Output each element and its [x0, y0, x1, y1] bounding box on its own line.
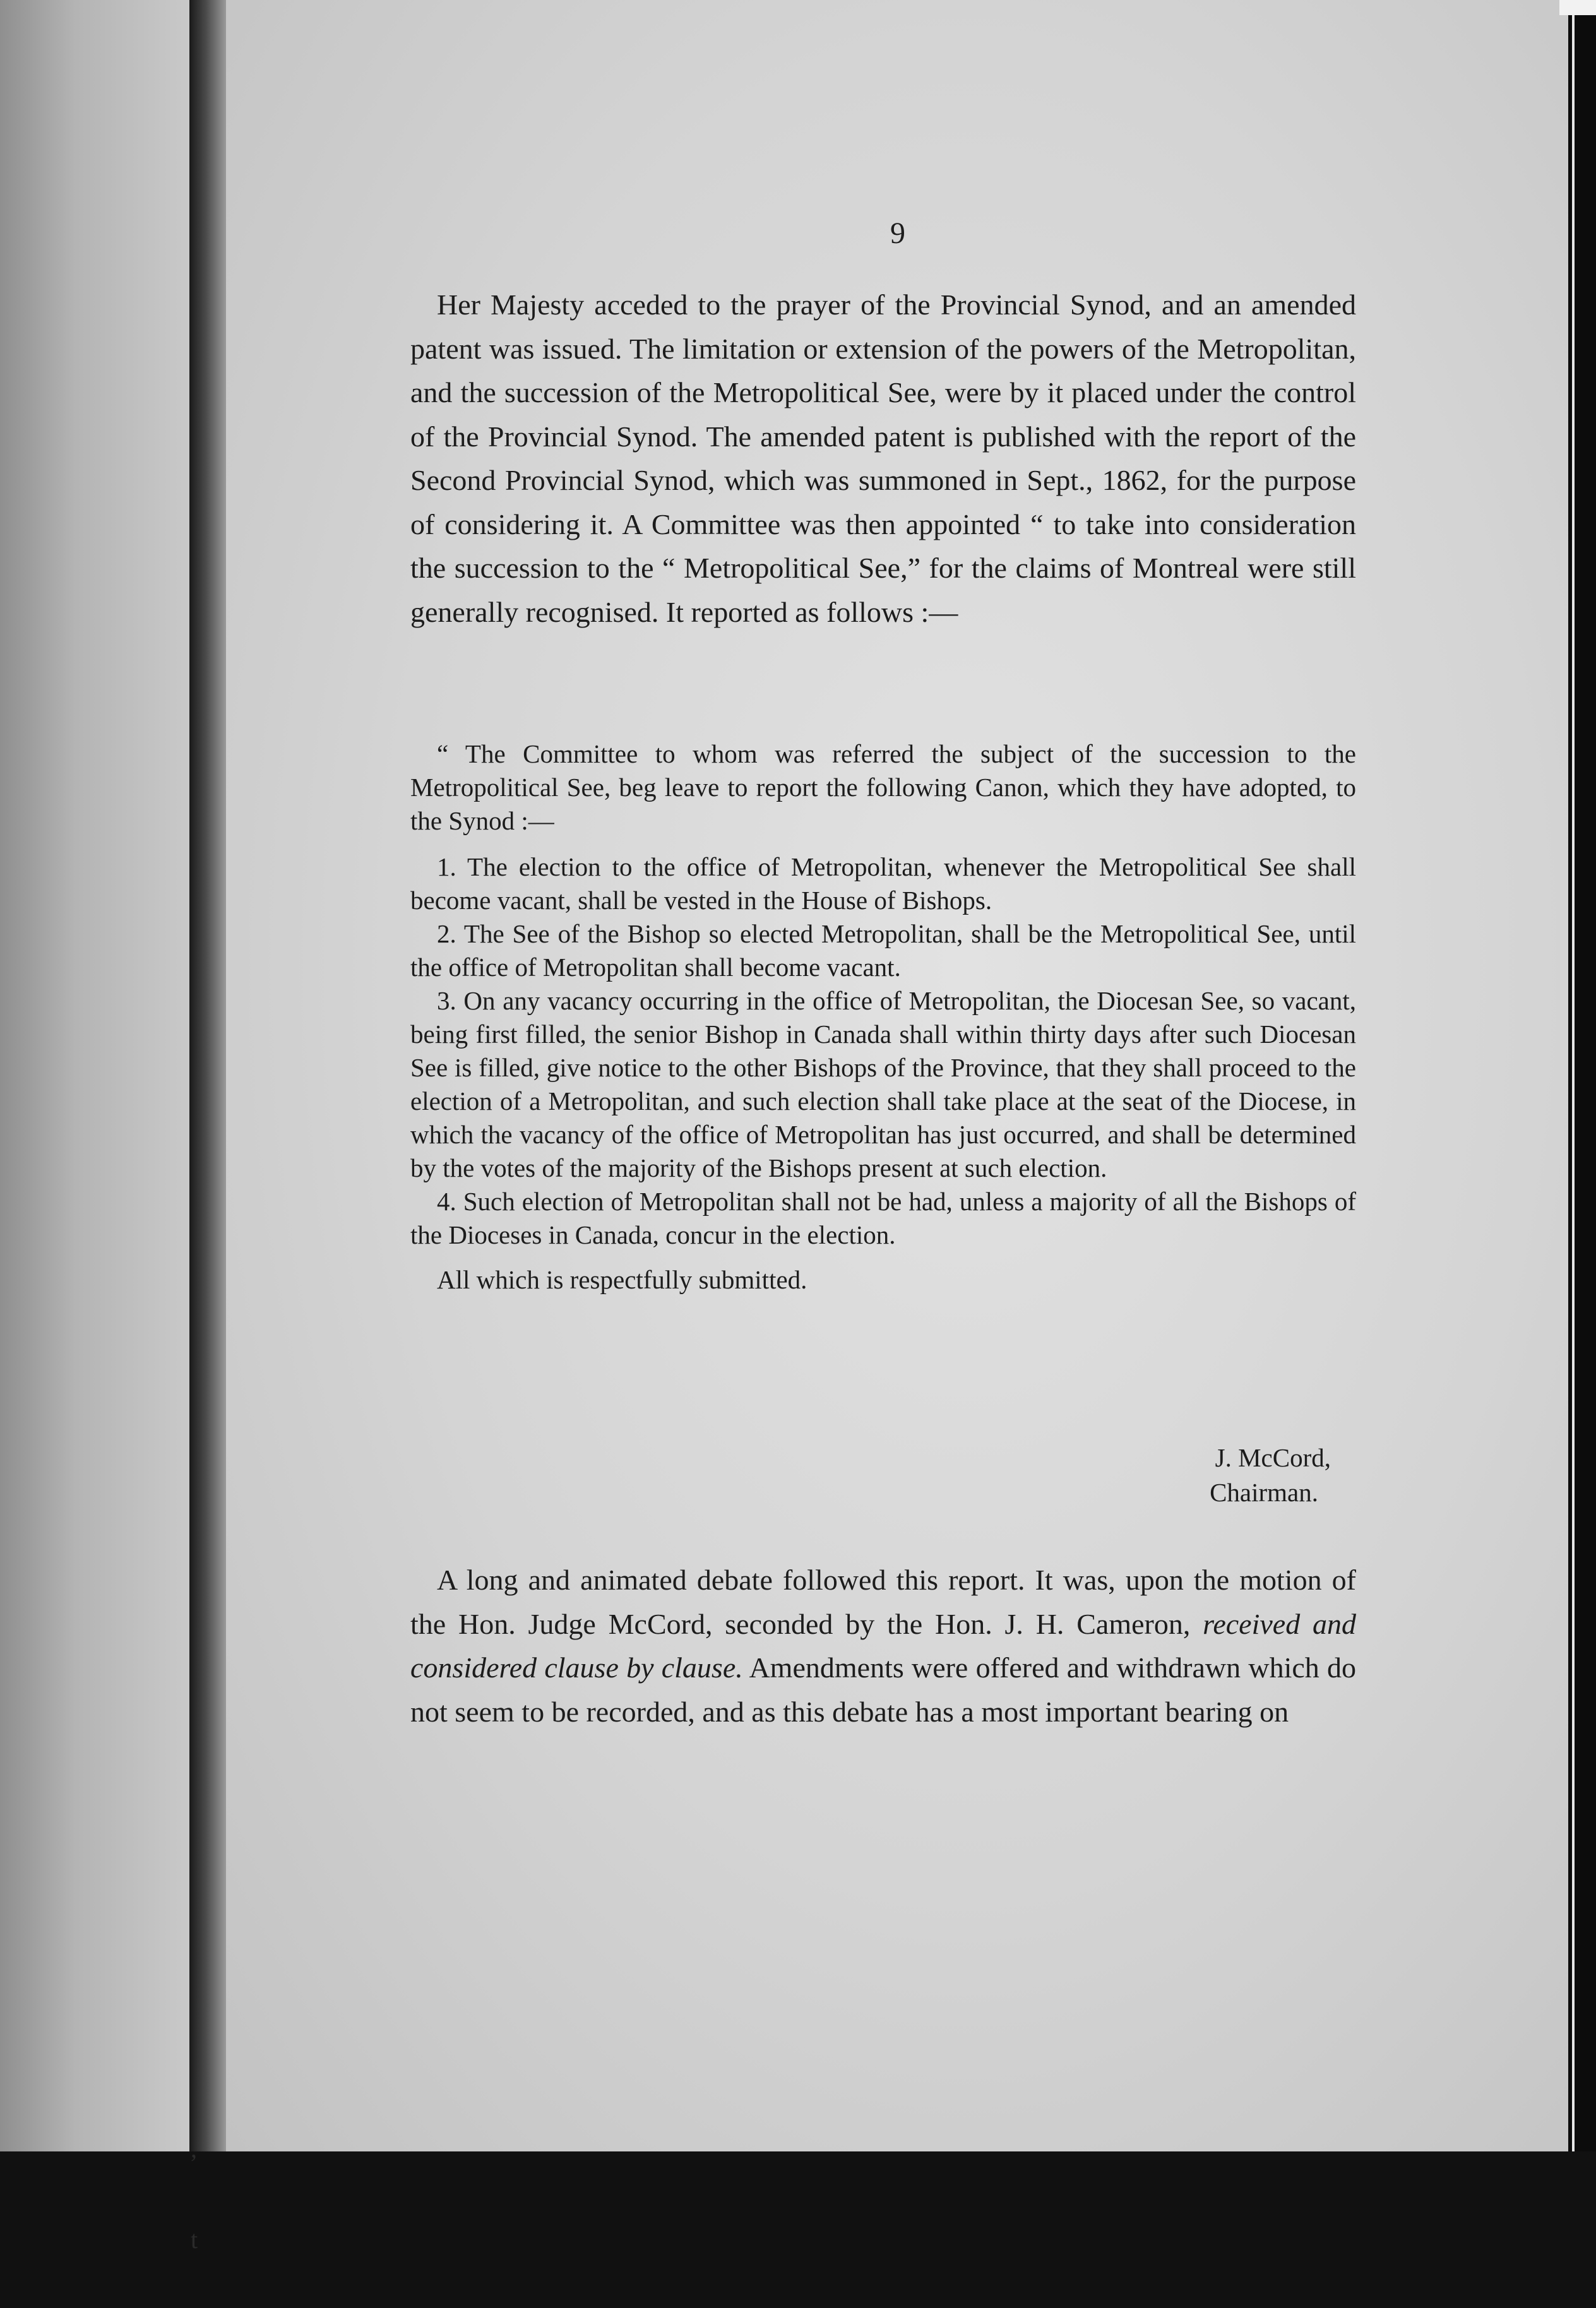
- report-closing: All which is respectfully submitted.: [437, 1265, 807, 1294]
- body-paragraph-1: Her Majesty acceded to the prayer of the Provincial Synod, and an amended patent was issued. The limitation or extension of the powers of the Metropolitan, and the succession of the Metropolitical See, were by it placed under the control of the Provincial Synod. The amended patent is published with the report of the Second Provincial Synod, which was summoned in Sept., 1862, for the purpose of considering it. A Committee was then appointed “ to take into consideration the succession to the “ Metropolitical See,” for the claims of Montreal were still generally recognised. It reported as follows :—: [410, 288, 1356, 628]
- canon-clause-1: 1. The election to the office of Metropolitan, whenever the Metropolitical See shall become vacant, shall be vested in the House of Bishops.: [410, 852, 1356, 915]
- report-signature: [952, 1441, 1331, 1510]
- scan-right-border: [1568, 0, 1596, 2151]
- book-binding-shadow: [189, 0, 226, 2151]
- margin-fragment: t: [191, 2225, 198, 2254]
- adjacent-page-margin-fragments: [165, 808, 198, 2308]
- paragraph-2-italic-phrase: received and considered clause by clause.: [410, 1607, 1356, 1684]
- signature-title: Chairman.: [1210, 1478, 1318, 1507]
- paragraph-2-text-end: Amendments were offered and withdrawn which do not seem to be recorded, and as this debate has a most important bearing on: [410, 1651, 1356, 1728]
- signature-name: J. McCord,: [1215, 1443, 1331, 1472]
- body-paragraph-2: [410, 1558, 1356, 1734]
- scan-corner-speck: [1559, 0, 1596, 15]
- canon-clause-3: 3. On any vacancy occurring in the office of Metropolitan, the Diocesan See, so vacant, being first filled, the senior Bishop in Canada shall within thirty days after such Diocesan See is filled, give notice to the other Bishops of the Province, that they shall proceed to the election of a Metropolitan, and such election shall take place at the seat of the Diocese, in which the vacancy of the office of Metropolitan has just occurred, and shall be determined by the votes of the majority of the Bishops present at such election.: [410, 986, 1356, 1182]
- report-intro: “ The Committee to whom was referred the subject of the succession to the Metropolitical See, beg leave to report the following Canon, which they have adopted, to the Synod :—: [410, 739, 1356, 835]
- paragraph-2-text-start: A long and animated debate followed this report. It was, upon the motion of the Hon. Judge McCord, seconded by the Hon. J. H. Cameron,: [410, 1564, 1356, 1640]
- adjacent-page-edge: [0, 0, 198, 2254]
- committee-report-quote: [410, 737, 1356, 1297]
- canon-clause-2: 2. The See of the Bishop so elected Metropolitan, shall be the Metropolitical See, until the office of Metropolitan shall become vacant.: [410, 919, 1356, 982]
- canon-clause-4: 4. Such election of Metropolitan shall not be had, unless a majority of all the Bishops of the Dioceses in Canada, concur in the election.: [410, 1187, 1356, 1249]
- scan-border-line: [1572, 0, 1575, 2151]
- page-number: 9: [890, 217, 905, 250]
